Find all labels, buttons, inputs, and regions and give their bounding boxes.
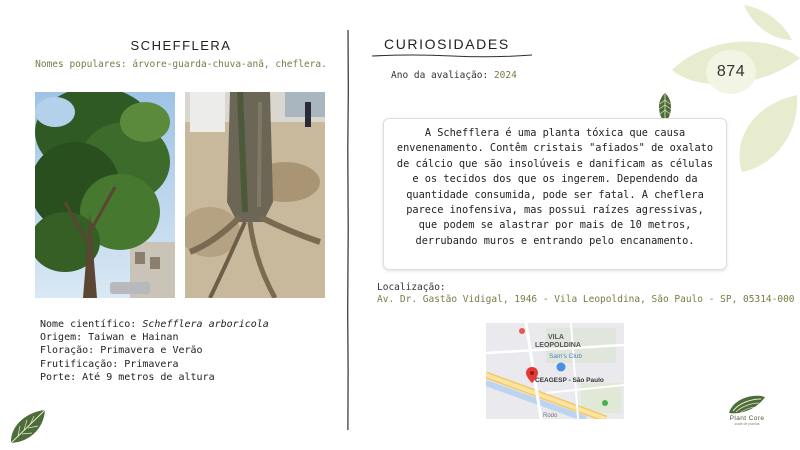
vertical-divider	[345, 30, 351, 430]
flowering-row: Floração: Primavera e Verão	[40, 345, 203, 357]
popular-names: Nomes populares: árvore-guarda-chuva-anã, cheflera.	[35, 59, 327, 70]
evaluation-label: Ano da avaliação:	[391, 70, 494, 81]
plant-name: SCHEFFLERA	[130, 38, 232, 53]
tree-roots-photo	[185, 92, 325, 298]
fruiting-row: Frutificação: Primavera	[40, 358, 179, 370]
map-district-line1: VILA	[548, 334, 564, 341]
evaluation-year-value: 2024	[493, 70, 517, 81]
leaf-icon	[8, 408, 48, 446]
map-district-line2: LEOPOLDINA	[535, 342, 581, 349]
plant-facts	[40, 318, 269, 384]
location-address[interactable]: Av. Dr. Gastão Vidigal, 1946 - Vila Leopoldina, São Paulo - SP, 05314-000	[377, 294, 795, 305]
title-underline	[372, 52, 532, 60]
scientific-name-row	[40, 318, 269, 331]
leaf-logo-icon	[727, 393, 767, 415]
brand-logo	[720, 393, 774, 433]
curiosities-text: A Schefflera é uma planta tóxica que causa envenenamento. Contêm cristais "afiados" de oxalato de cálcio que são insolúveis e danificam as células e os tecidos dos que os ingerem. Dependendo da quantidade consumida, pode ser fatal. A cheflera parece inofensiva, mas possui raízes agressivas, que podem se alastrar por mais de 10 metros, derrubando muros e entrando pelo encanamento.	[383, 118, 727, 270]
scientific-name-label: Nome científico:	[40, 319, 143, 330]
location-label: Localização:	[377, 282, 446, 293]
map-poi-2: CEAGESP - São Paulo	[535, 377, 604, 384]
brand-tagline: scale de plantas	[734, 422, 760, 426]
curiosities-title: CURIOSIDADES	[384, 36, 510, 52]
evaluation-year	[391, 70, 517, 81]
map-street: Rodo	[543, 413, 558, 419]
map-poi-1: Sam's Club	[549, 353, 583, 360]
scientific-name-value: Schefflera arboricola	[142, 319, 269, 330]
tree-canopy-photo	[35, 92, 175, 298]
brand-name: Plant Core	[729, 415, 765, 422]
size-row: Porte: Até 9 metros de altura	[40, 371, 215, 383]
assessment-number: 874	[706, 50, 756, 94]
origin-row: Origem: Taiwan e Hainan	[40, 332, 179, 344]
location-map[interactable]	[486, 323, 624, 419]
